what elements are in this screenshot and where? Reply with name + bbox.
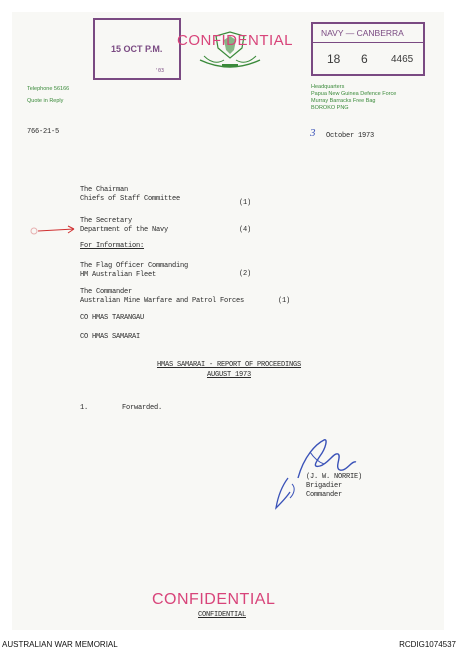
signatory-rank: Brigadier xyxy=(306,482,343,490)
addressee-line: The Chairman xyxy=(80,186,129,194)
bottom-confidential-typed-text: CONFIDENTIAL xyxy=(198,611,247,619)
information-heading xyxy=(80,242,144,250)
addressee-1-copies: (1) xyxy=(239,199,252,207)
addressee-1 xyxy=(80,186,180,204)
address-line: Headquarters xyxy=(311,84,345,90)
info-addressee-2 xyxy=(80,288,244,306)
registry-divider xyxy=(313,42,423,43)
subject-line-text: HMAS SAMARAI - REPORT OF PROCEEDINGS xyxy=(156,361,302,369)
addressee-line: The Commander xyxy=(80,288,133,296)
red-arrow-annotation xyxy=(28,222,76,241)
subject-line-text: AUGUST 1973 xyxy=(206,371,251,379)
top-confidential-stamp: CONFIDENTIAL xyxy=(177,32,294,49)
subject-heading xyxy=(0,360,458,380)
addressee-line: Chiefs of Staff Committee xyxy=(80,195,181,203)
cc-line-2: CO HMAS SAMARAI xyxy=(80,333,141,341)
registry-number-3: 4465 xyxy=(391,54,414,65)
bottom-confidential-typed xyxy=(198,611,246,619)
addressee-2 xyxy=(80,217,168,235)
telephone-line: Telephone 56166 xyxy=(27,86,70,92)
paragraph-number: 1. xyxy=(80,404,89,412)
address-line: BOROKO PNG xyxy=(311,105,349,111)
signatory-title: Commander xyxy=(306,491,343,499)
date-rest: October 1973 xyxy=(326,132,375,140)
signatory-name: (J. W. NORRIE) xyxy=(306,473,363,481)
received-date-text: 15 OCT P.M. xyxy=(111,44,163,54)
bottom-confidential-stamp: CONFIDENTIAL xyxy=(152,591,276,608)
info-addressee-2-copies: (1) xyxy=(278,297,291,305)
registry-office: NAVY — CANBERRA xyxy=(321,28,404,38)
registry-number-1: 18 xyxy=(327,52,341,66)
archive-footer xyxy=(0,635,458,653)
addressee-line: HM Australian Fleet xyxy=(80,271,157,279)
footer-id: RCDIG1074537 xyxy=(399,640,456,649)
handwritten-signature xyxy=(268,422,364,522)
addressee-line: The Secretary xyxy=(80,217,133,225)
received-date-small: '03 xyxy=(155,68,165,74)
info-addressee-1 xyxy=(80,262,188,280)
quote-in-reply: Quote in Reply xyxy=(27,98,64,104)
addressee-line: The Flag Officer Commanding xyxy=(80,262,189,270)
addressee-line: Department of the Navy xyxy=(80,226,169,234)
information-heading-text: For Information: xyxy=(80,242,145,250)
addressee-line: Australian Mine Warfare and Patrol Forces xyxy=(80,297,245,305)
registry-number-2: 6 xyxy=(361,52,368,66)
subject-line xyxy=(0,360,458,370)
address-line: Murray Barracks Free Bag xyxy=(311,98,376,104)
cc-line-1: CO HMAS TARANGAU xyxy=(80,314,145,322)
letterhead-address xyxy=(311,84,396,112)
info-addressee-1-copies: (2) xyxy=(239,270,252,278)
subject-line xyxy=(0,370,458,380)
date-day: 3 xyxy=(310,127,316,139)
received-date-stamp xyxy=(93,18,181,80)
addressee-2-copies: (4) xyxy=(239,226,252,234)
file-reference: 766-21-5 xyxy=(27,128,60,136)
paragraph-text: Forwarded. xyxy=(122,404,163,412)
footer-source: AUSTRALIAN WAR MEMORIAL xyxy=(2,640,118,649)
address-line: Papua New Guinea Defence Force xyxy=(311,91,397,97)
registry-stamp xyxy=(311,22,425,76)
